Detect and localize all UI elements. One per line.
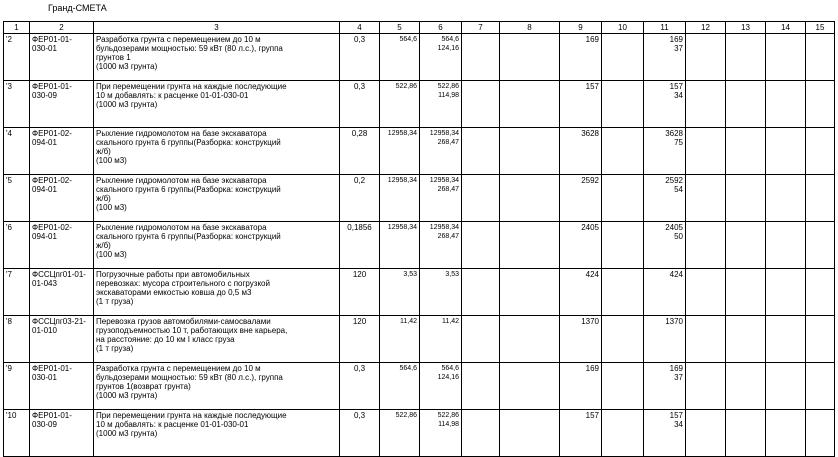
description-cell bbox=[94, 128, 340, 175]
col13-cell bbox=[726, 175, 766, 222]
col11-cell bbox=[644, 128, 686, 175]
quantity-value: 120 bbox=[352, 317, 367, 326]
col11-value: 3628 bbox=[665, 129, 683, 138]
quantity-value: 0,3 bbox=[353, 35, 366, 44]
col12-cell bbox=[686, 128, 726, 175]
code-line: 030-09 bbox=[32, 91, 57, 100]
col9-value: 157 bbox=[585, 411, 599, 420]
col12-cell bbox=[686, 175, 726, 222]
total-wage-value: 114,98 bbox=[438, 92, 459, 99]
table-row bbox=[4, 81, 835, 128]
code-line: ФССЦпг01-01- bbox=[32, 270, 86, 279]
col15-cell bbox=[806, 128, 835, 175]
col8-cell bbox=[500, 34, 560, 81]
total-cell bbox=[420, 175, 462, 222]
col13-cell bbox=[726, 222, 766, 269]
quantity-cell bbox=[340, 175, 380, 222]
col11-value: 2592 bbox=[665, 176, 683, 185]
col7-cell bbox=[462, 34, 500, 81]
col9-cell bbox=[560, 81, 602, 128]
code-cell bbox=[30, 81, 94, 128]
unit-price-cell bbox=[380, 410, 420, 457]
total-wage-value: 268,47 bbox=[437, 186, 459, 193]
code-line: ФЕР01-02- bbox=[32, 129, 72, 138]
code-cell bbox=[30, 410, 94, 457]
col12-cell bbox=[686, 269, 726, 316]
col10-cell bbox=[602, 128, 644, 175]
description-line: Рыхление гидромолотом на базе экскаватора bbox=[96, 223, 267, 232]
total-cell bbox=[420, 269, 462, 316]
col9-value: 3628 bbox=[581, 129, 599, 138]
col14-cell bbox=[766, 269, 806, 316]
position-number: '6 bbox=[6, 223, 12, 232]
description-line: скального грунта 6 группы(Разборка: конструкций bbox=[96, 138, 281, 147]
position-cell bbox=[4, 410, 30, 457]
col13-cell bbox=[726, 81, 766, 128]
table-row bbox=[4, 34, 835, 81]
position-number: '2 bbox=[6, 35, 12, 44]
description-line: (1000 м3 грунта) bbox=[96, 62, 158, 71]
column-header-1: 1 bbox=[4, 22, 30, 34]
description-line: грунтов 1 bbox=[96, 53, 131, 62]
col9-value: 2405 bbox=[581, 223, 599, 232]
col11-wage-value: 54 bbox=[674, 185, 683, 194]
unit-price-value: 522,86 bbox=[395, 412, 417, 419]
col15-cell bbox=[806, 410, 835, 457]
column-header-8: 8 bbox=[500, 22, 560, 34]
total-value: 3,53 bbox=[445, 271, 459, 278]
quantity-cell bbox=[340, 363, 380, 410]
description-line: (1000 м3 грунта) bbox=[96, 429, 158, 438]
col11-cell bbox=[644, 222, 686, 269]
code-line: 094-01 bbox=[32, 185, 57, 194]
description-line: (100 м3) bbox=[96, 156, 127, 165]
quantity-cell bbox=[340, 34, 380, 81]
position-cell bbox=[4, 81, 30, 128]
description-line: на расстояние: до 10 км I класс груза bbox=[96, 335, 235, 344]
description-line: бульдозерами мощностью: 59 кВт (80 л.с.), группа bbox=[96, 44, 283, 53]
unit-price-cell bbox=[380, 363, 420, 410]
description-line: Разработка грунта с перемещением до 10 м bbox=[96, 35, 261, 44]
position-cell bbox=[4, 316, 30, 363]
col12-cell bbox=[686, 410, 726, 457]
col11-cell bbox=[644, 175, 686, 222]
unit-price-cell bbox=[380, 128, 420, 175]
description-cell bbox=[94, 363, 340, 410]
col10-cell bbox=[602, 363, 644, 410]
description-line: (100 м3) bbox=[96, 250, 127, 259]
code-cell bbox=[30, 222, 94, 269]
app-title: Гранд-СМЕТА bbox=[48, 3, 107, 13]
total-value: 12958,34 bbox=[429, 177, 459, 184]
column-header-3: 3 bbox=[94, 22, 340, 34]
unit-price-cell bbox=[380, 81, 420, 128]
col11-wage-value: 37 bbox=[674, 44, 683, 53]
col11-cell bbox=[644, 316, 686, 363]
code-cell bbox=[30, 363, 94, 410]
col11-value: 424 bbox=[669, 270, 683, 279]
col8-cell bbox=[500, 316, 560, 363]
column-header-5: 5 bbox=[380, 22, 420, 34]
description-line: Рыхление гидромолотом на базе экскаватора bbox=[96, 176, 267, 185]
description-line: ж/б) bbox=[96, 241, 111, 250]
description-line: (1000 м3 грунта) bbox=[96, 100, 158, 109]
total-cell bbox=[420, 222, 462, 269]
unit-price-cell bbox=[380, 269, 420, 316]
col13-cell bbox=[726, 316, 766, 363]
col13-cell bbox=[726, 34, 766, 81]
col11-value: 169 bbox=[669, 35, 683, 44]
unit-price-value: 564,6 bbox=[399, 365, 417, 372]
col8-cell bbox=[500, 81, 560, 128]
col11-value: 2405 bbox=[665, 223, 683, 232]
column-header-10: 10 bbox=[602, 22, 644, 34]
total-cell bbox=[420, 34, 462, 81]
col7-cell bbox=[462, 316, 500, 363]
code-line: 01-010 bbox=[32, 326, 57, 335]
code-line: 030-09 bbox=[32, 420, 57, 429]
description-line: перевозках: мусора строительного с погрузкой bbox=[96, 279, 270, 288]
total-value: 564,6 bbox=[441, 365, 459, 372]
position-number: '4 bbox=[6, 129, 12, 138]
col10-cell bbox=[602, 34, 644, 81]
description-line: скального грунта 6 группы(Разборка: конструкций bbox=[96, 232, 281, 241]
col10-cell bbox=[602, 269, 644, 316]
position-cell bbox=[4, 34, 30, 81]
col11-value: 157 bbox=[669, 411, 683, 420]
column-header-15: 15 bbox=[806, 22, 835, 34]
col14-cell bbox=[766, 410, 806, 457]
col9-cell bbox=[560, 222, 602, 269]
col14-cell bbox=[766, 222, 806, 269]
table-row bbox=[4, 175, 835, 222]
col8-cell bbox=[500, 175, 560, 222]
col11-wage-value: 50 bbox=[674, 232, 683, 241]
total-value: 11,42 bbox=[442, 318, 459, 325]
quantity-cell bbox=[340, 410, 380, 457]
description-cell bbox=[94, 175, 340, 222]
unit-price-value: 3,53 bbox=[403, 271, 417, 278]
code-line: ФЕР01-01- bbox=[32, 82, 72, 91]
code-line: 094-01 bbox=[32, 232, 57, 241]
column-header-7: 7 bbox=[462, 22, 500, 34]
unit-price-cell bbox=[380, 175, 420, 222]
position-cell bbox=[4, 222, 30, 269]
header-row bbox=[4, 22, 835, 34]
unit-price-value: 522,86 bbox=[395, 83, 417, 90]
code-cell bbox=[30, 128, 94, 175]
unit-price-value: 12958,34 bbox=[387, 130, 417, 137]
code-line: ФЕР01-02- bbox=[32, 176, 72, 185]
code-cell bbox=[30, 34, 94, 81]
unit-price-cell bbox=[380, 34, 420, 81]
col14-cell bbox=[766, 128, 806, 175]
quantity-value: 0,3 bbox=[353, 364, 366, 373]
total-value: 564,6 bbox=[441, 36, 459, 43]
column-header-14: 14 bbox=[766, 22, 806, 34]
col9-value: 2592 bbox=[581, 176, 599, 185]
total-cell bbox=[420, 363, 462, 410]
column-header-9: 9 bbox=[560, 22, 602, 34]
col13-cell bbox=[726, 410, 766, 457]
col10-cell bbox=[602, 175, 644, 222]
quantity-cell bbox=[340, 128, 380, 175]
col9-value: 157 bbox=[585, 82, 599, 91]
col11-cell bbox=[644, 34, 686, 81]
table-row bbox=[4, 128, 835, 175]
quantity-cell bbox=[340, 222, 380, 269]
col11-value: 157 bbox=[669, 82, 683, 91]
col9-value: 169 bbox=[585, 35, 599, 44]
table-row bbox=[4, 410, 835, 457]
col8-cell bbox=[500, 410, 560, 457]
col12-cell bbox=[686, 363, 726, 410]
total-wage-value: 268,47 bbox=[437, 233, 459, 240]
code-line: ФЕР01-01- bbox=[32, 364, 72, 373]
col11-value: 1370 bbox=[665, 317, 683, 326]
col12-cell bbox=[686, 81, 726, 128]
total-cell bbox=[420, 410, 462, 457]
col11-wage-value: 34 bbox=[674, 420, 683, 429]
quantity-cell bbox=[340, 316, 380, 363]
total-cell bbox=[420, 316, 462, 363]
code-line: ФЕР01-01- bbox=[32, 35, 72, 44]
position-number: '3 bbox=[6, 82, 12, 91]
col11-cell bbox=[644, 410, 686, 457]
total-wage-value: 124,16 bbox=[437, 45, 459, 52]
code-line: ФЕР01-01- bbox=[32, 411, 72, 420]
total-wage-value: 114,98 bbox=[438, 421, 459, 428]
col9-value: 424 bbox=[585, 270, 599, 279]
code-line: 01-043 bbox=[32, 279, 57, 288]
quantity-cell bbox=[340, 81, 380, 128]
quantity-value: 0,1856 bbox=[347, 223, 372, 232]
code-cell bbox=[30, 316, 94, 363]
position-cell bbox=[4, 269, 30, 316]
col11-cell bbox=[644, 81, 686, 128]
col13-cell bbox=[726, 363, 766, 410]
estimate-table bbox=[3, 21, 835, 457]
col11-cell bbox=[644, 269, 686, 316]
col15-cell bbox=[806, 363, 835, 410]
col8-cell bbox=[500, 128, 560, 175]
col11-cell bbox=[644, 363, 686, 410]
col8-cell bbox=[500, 222, 560, 269]
column-header-12: 12 bbox=[686, 22, 726, 34]
col7-cell bbox=[462, 410, 500, 457]
description-line: При перемещении грунта на каждые последующие bbox=[96, 82, 287, 91]
col8-cell bbox=[500, 269, 560, 316]
unit-price-value: 12958,34 bbox=[387, 224, 417, 231]
description-line: экскаваторами емкостью ковша до 0,5 м3 bbox=[96, 288, 252, 297]
col15-cell bbox=[806, 81, 835, 128]
description-line: грунтов 1(возврат грунта) bbox=[96, 382, 191, 391]
col8-cell bbox=[500, 363, 560, 410]
unit-price-cell bbox=[380, 222, 420, 269]
table-row bbox=[4, 316, 835, 363]
col7-cell bbox=[462, 175, 500, 222]
code-line: 094-01 bbox=[32, 138, 57, 147]
total-value: 522,86 bbox=[437, 412, 459, 419]
position-number: '8 bbox=[6, 317, 12, 326]
unit-price-value: 11,42 bbox=[400, 318, 417, 325]
description-line: (100 м3) bbox=[96, 203, 127, 212]
col11-wage-value: 75 bbox=[674, 138, 683, 147]
code-line: ФССЦпг03-21- bbox=[32, 317, 86, 326]
description-line: 10 м добавлять: к расценке 01-01-030-01 bbox=[96, 91, 249, 100]
col14-cell bbox=[766, 34, 806, 81]
quantity-value: 0,28 bbox=[351, 129, 368, 138]
col11-wage-value: 34 bbox=[674, 91, 683, 100]
total-value: 12958,34 bbox=[429, 130, 459, 137]
column-header-4: 4 bbox=[340, 22, 380, 34]
col7-cell bbox=[462, 269, 500, 316]
col7-cell bbox=[462, 81, 500, 128]
col7-cell bbox=[462, 128, 500, 175]
quantity-value: 0,3 bbox=[353, 82, 366, 91]
position-cell bbox=[4, 128, 30, 175]
table-row bbox=[4, 222, 835, 269]
col9-cell bbox=[560, 175, 602, 222]
col10-cell bbox=[602, 222, 644, 269]
col15-cell bbox=[806, 222, 835, 269]
col9-value: 169 bbox=[585, 364, 599, 373]
description-cell bbox=[94, 34, 340, 81]
col13-cell bbox=[726, 269, 766, 316]
description-line: 10 м добавлять: к расценке 01-01-030-01 bbox=[96, 420, 249, 429]
code-cell bbox=[30, 175, 94, 222]
description-line: бульдозерами мощностью: 59 кВт (80 л.с.), группа bbox=[96, 373, 283, 382]
description-line: Погрузочные работы при автомобильных bbox=[96, 270, 250, 279]
position-number: '7 bbox=[6, 270, 12, 279]
column-header-2: 2 bbox=[30, 22, 94, 34]
col7-cell bbox=[462, 222, 500, 269]
col12-cell bbox=[686, 222, 726, 269]
code-cell bbox=[30, 269, 94, 316]
description-line: При перемещении грунта на каждые последующие bbox=[96, 411, 287, 420]
description-line: грузоподъемностью 10 т, работающих вне карьера, bbox=[96, 326, 288, 335]
total-wage-value: 124,16 bbox=[437, 374, 459, 381]
col14-cell bbox=[766, 316, 806, 363]
position-number: '5 bbox=[6, 176, 12, 185]
description-cell bbox=[94, 410, 340, 457]
description-line: Перевозка грузов автомобилями-самосвалами bbox=[96, 317, 271, 326]
description-line: ж/б) bbox=[96, 147, 111, 156]
description-line: Рыхление гидромолотом на базе экскаватора bbox=[96, 129, 267, 138]
column-header-6: 6 bbox=[420, 22, 462, 34]
col10-cell bbox=[602, 410, 644, 457]
col14-cell bbox=[766, 363, 806, 410]
position-cell bbox=[4, 363, 30, 410]
col10-cell bbox=[602, 316, 644, 363]
position-cell bbox=[4, 175, 30, 222]
table-row bbox=[4, 269, 835, 316]
table-body bbox=[4, 34, 835, 457]
unit-price-cell bbox=[380, 316, 420, 363]
description-line: скального грунта 6 группы(Разборка: конструкций bbox=[96, 185, 281, 194]
total-value: 12958,34 bbox=[429, 224, 459, 231]
col15-cell bbox=[806, 175, 835, 222]
col7-cell bbox=[462, 363, 500, 410]
code-line: 030-01 bbox=[32, 373, 57, 382]
col14-cell bbox=[766, 175, 806, 222]
description-line: (1000 м3 грунта) bbox=[96, 391, 158, 400]
col15-cell bbox=[806, 34, 835, 81]
col9-value: 1370 bbox=[581, 317, 599, 326]
col14-cell bbox=[766, 81, 806, 128]
code-line: ФЕР01-02- bbox=[32, 223, 72, 232]
col9-cell bbox=[560, 363, 602, 410]
description-line: (1 т груза) bbox=[96, 344, 134, 353]
table-row bbox=[4, 363, 835, 410]
col12-cell bbox=[686, 316, 726, 363]
description-line: Разработка грунта с перемещением до 10 м bbox=[96, 364, 261, 373]
unit-price-value: 12958,34 bbox=[387, 177, 417, 184]
quantity-value: 0,2 bbox=[353, 176, 366, 185]
description-cell bbox=[94, 316, 340, 363]
col10-cell bbox=[602, 81, 644, 128]
column-header-11: 11 bbox=[644, 22, 686, 34]
col13-cell bbox=[726, 128, 766, 175]
col12-cell bbox=[686, 34, 726, 81]
column-header-13: 13 bbox=[726, 22, 766, 34]
col11-value: 169 bbox=[669, 364, 683, 373]
col15-cell bbox=[806, 316, 835, 363]
col9-cell bbox=[560, 269, 602, 316]
total-wage-value: 268,47 bbox=[437, 139, 459, 146]
total-cell bbox=[420, 128, 462, 175]
description-cell bbox=[94, 269, 340, 316]
position-number: '9 bbox=[6, 364, 12, 373]
col9-cell bbox=[560, 316, 602, 363]
total-cell bbox=[420, 81, 462, 128]
description-line: (1 т груза) bbox=[96, 297, 134, 306]
unit-price-value: 564,6 bbox=[399, 36, 417, 43]
col15-cell bbox=[806, 269, 835, 316]
code-line: 030-01 bbox=[32, 44, 57, 53]
description-cell bbox=[94, 81, 340, 128]
description-line: ж/б) bbox=[96, 194, 111, 203]
col11-wage-value: 37 bbox=[674, 373, 683, 382]
description-cell bbox=[94, 222, 340, 269]
total-value: 522,86 bbox=[437, 83, 459, 90]
position-number: '10 bbox=[6, 411, 17, 420]
quantity-value: 120 bbox=[352, 270, 367, 279]
col9-cell bbox=[560, 34, 602, 81]
col9-cell bbox=[560, 410, 602, 457]
quantity-value: 0,3 bbox=[353, 411, 366, 420]
quantity-cell bbox=[340, 269, 380, 316]
col9-cell bbox=[560, 128, 602, 175]
